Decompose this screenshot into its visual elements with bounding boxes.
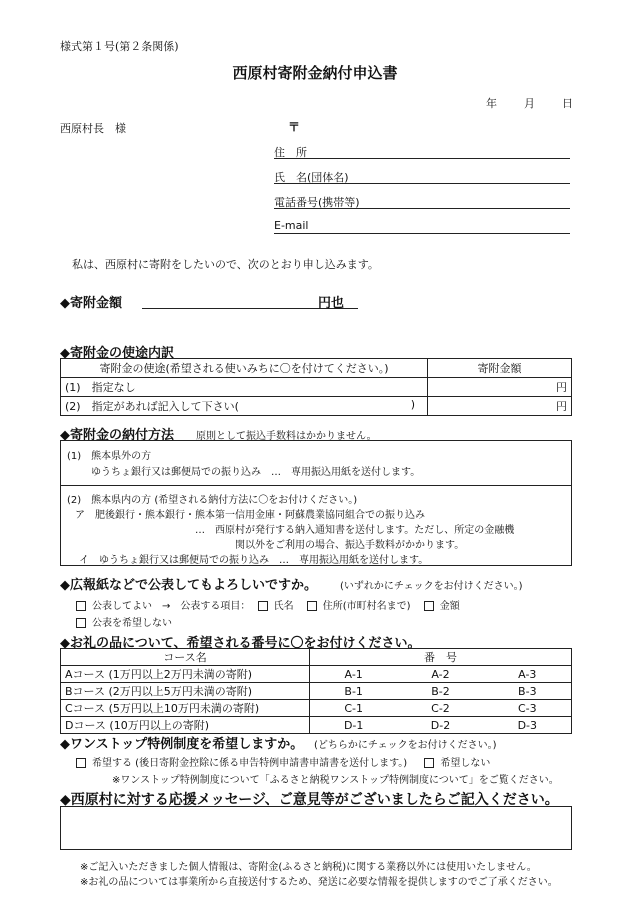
gift-option-d1[interactable]: D-1 [310,717,398,734]
name-field[interactable] [274,169,570,184]
table-row [61,700,572,717]
gifts-heading: ◆お礼の品について、希望される番号に〇をお付けください。 [60,636,421,651]
onestop-options: 希望する (後日寄附金控除に係る申告特例申請書申請書を送付します。) 希望しない [76,754,490,769]
table-row [61,378,572,397]
publicity-yes-checkbox[interactable] [76,601,86,611]
onestop-note: (どちらかにチェックをお付けください。) [314,740,497,751]
gift-option-b1[interactable]: B-1 [310,683,398,700]
onestop-heading: ◆ワンストップ特例制度を希望しますか。 [60,737,304,752]
publicity-no-checkbox[interactable] [76,618,86,628]
payment-heading: ◆寄附金の納付方法 [60,428,174,443]
gift-option-b2[interactable]: B-2 [397,683,483,700]
page-title: 西原村寄附金納付申込書 [232,64,398,82]
email-field[interactable] [274,219,570,234]
usage-row-2-amount[interactable]: 円 [428,397,572,416]
onestop-no-checkbox[interactable] [424,758,434,768]
gifts-col-course: コース名 [61,649,310,666]
gift-option-a3[interactable]: A-3 [484,666,572,683]
gift-course-b: Bコース (2万円以上5万円未満の寄附) [61,683,310,700]
usage-col-purpose: 寄附金の使途(希望される使いみちに〇を付けてください。) [61,359,428,378]
footer-note-privacy: ※ご記入いただきました個人情報は、寄附金(ふるさと納税)に関する業務以外には使用いたしません。 [80,862,537,873]
gift-course-c: Cコース (5万円以上10万円未満の寄附) [61,700,310,717]
payment-note: 原則として振込手数料はかかりません。 [196,431,377,442]
usage-row-1-amount[interactable]: 円 [428,378,572,397]
message-textarea[interactable] [60,806,572,850]
payment-box [60,440,572,566]
payment-in-option-a: ア 肥後銀行・熊本銀行・熊本第一信用金庫・阿蘇農業協同組合での振り込み [75,510,425,521]
message-heading: ◆西原村に対する応援メッセージ、ご意見等がございましたらご記入ください。 [60,792,559,808]
onestop-reference: ※ワンストップ特例制度について「ふるさと納税ワンストップ特例制度について」をご覧ください。 [112,775,559,786]
amount-heading: ◆寄附金額 [60,296,122,311]
gift-option-a2[interactable]: A-2 [397,666,483,683]
gift-option-d2[interactable]: D-2 [397,717,483,734]
date-month: 月 [524,97,535,110]
gift-option-a1[interactable]: A-1 [310,666,398,683]
gifts-table [60,648,572,734]
usage-table [60,358,572,416]
intro-text: 私は、西原村に寄附をしたいので、次のとおり申し込みます。 [72,258,379,271]
publicity-name-checkbox[interactable] [258,601,268,611]
phone-label: 電話番号(携帯等) [274,196,360,209]
table-row [61,397,572,416]
gift-course-d: Dコース (10万円以上の寄附) [61,717,310,734]
usage-heading: ◆寄附金の使途内訳 [60,346,174,361]
table-row [61,666,572,683]
address-label: 住 所 [274,146,307,159]
publicity-heading: ◆広報紙などで公表してもよろしいですか。 [60,578,317,593]
publicity-address-checkbox[interactable] [307,601,317,611]
payment-out-detail: ゆうちょ銀行又は郵便局での振り込み … 専用振込用紙を送付します。 [91,467,421,478]
usage-col-amount: 寄附金額 [428,359,572,378]
payment-in-option-a-note2: 関以外をご利用の場合、振込手数料がかかります。 [235,540,465,551]
payment-in-option-b: イ ゆうちょ銀行又は郵便局での振り込み … 専用振込用紙を送付します。 [79,555,429,566]
address-field[interactable] [274,144,570,159]
payment-in-option-a-note: … 西原村が発行する納入通知書を送付します。ただし、所定の金融機 [195,525,515,536]
name-label: 氏 名(団体名) [274,171,349,184]
gift-option-c2[interactable]: C-2 [397,700,483,717]
table-row [61,683,572,700]
publicity-yes-row: 公表してよい → 公表する項目： 氏名 住所(市町村名まで) 金額 [76,597,460,612]
footer-note-shipping: ※お礼の品については事業所から直接送付するため、発送に必要な情報を提供しますのでご了承ください。 [80,877,558,888]
onestop-yes-checkbox[interactable] [76,758,86,768]
postal-mark: 〒 [288,120,301,134]
table-row [61,717,572,734]
payment-out-title: (1) 熊本県外の方 [67,451,152,462]
addressee: 西原村長 様 [60,122,126,135]
date-year: 年 [486,97,497,110]
gift-course-a: Aコース (1万円以上2万円未満の寄附) [61,666,310,683]
date-day: 日 [562,97,573,110]
usage-row-2-label[interactable]: (2) 指定があれば記入して下さい( ) [61,397,428,416]
publicity-no-row: 公表を希望しない [76,614,172,629]
gift-option-c1[interactable]: C-1 [310,700,398,717]
payment-in-title: (2) 熊本県内の方 (希望される納付方法に〇をお付けください。) [67,495,358,506]
gift-option-c3[interactable]: C-3 [484,700,572,717]
usage-row-1-label: (1) 指定なし [61,378,428,397]
gift-option-d3[interactable]: D-3 [484,717,572,734]
email-label: E‐mail [274,219,309,232]
publicity-amount-checkbox[interactable] [424,601,434,611]
gift-option-b3[interactable]: B-3 [484,683,572,700]
amount-unit: 円也 [318,296,345,311]
gifts-col-number: 番 号 [310,649,572,666]
form-number: 様式第１号(第２条関係) [60,40,179,53]
publicity-note: (いずれかにチェックをお付けください。) [340,581,523,592]
phone-field[interactable] [274,194,570,209]
